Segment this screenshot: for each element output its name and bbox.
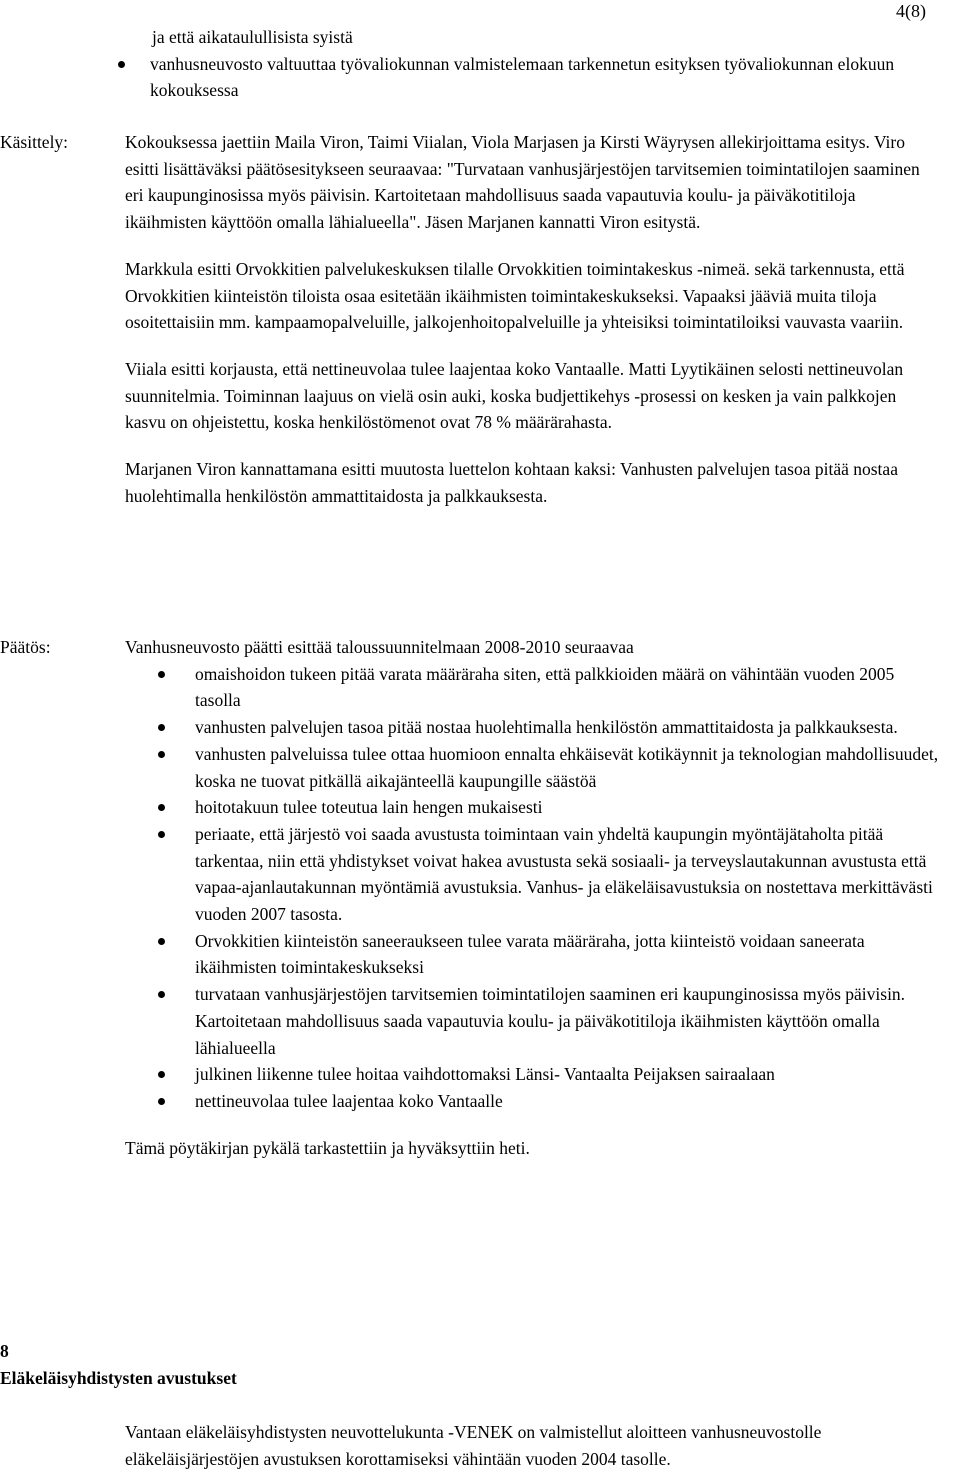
list-item: turvataan vanhusjärjestöjen tarvitsemien toimintatilojen saaminen eri kaupunginosissa myös päivisin. Kartoitetaan mahdollisuus saada vapautuvia koulu- ja päiväkotitiloja ikäihmisten käyttöön omalla lähialueella — [125, 981, 940, 1061]
paatos-closing: Tämä pöytäkirjan pykälä tarkastettiin ja hyväksyttiin heti. — [125, 1137, 530, 1158]
paatos-bullet-list — [125, 661, 940, 1115]
kasittely-content — [125, 129, 940, 509]
list-item: periaate, että järjestö voi saada avustusta toimintaan vain yhdeltä kaupungin myöntäjätaholta pitää tarkentaa, niin että yhdistykset voivat hakea avustusta sekä sosiaali- ja terveyslautakunnan avustusta että vapaa-ajanlautakunnan myöntämiä avustuksia. Vanhus- ja eläkeläisavustuksia on nostettava merkittävästi vuoden 2007 tasosta. — [125, 821, 940, 928]
paatos-content — [125, 634, 940, 1161]
list-item: vanhusneuvosto valtuuttaa työvaliokunnan valmistelemaan tarkennetun esityksen työvaliokunnan elokuun kokouksessa — [116, 51, 942, 104]
intro-block — [152, 24, 942, 104]
list-item: hoitotakuun tulee toteutua lain hengen mukaisesti — [125, 794, 940, 821]
section8-content — [125, 1419, 940, 1472]
list-item: vanhusten palveluissa tulee ottaa huomioon ennalta ehkäisevät kotikäynnit ja teknologian mahdollisuudet, koska ne tuovat pitkällä aikajänteellä kaupungille säästöä — [125, 741, 940, 794]
section-number: 8 — [0, 1341, 9, 1361]
kasittely-paragraph: Marjanen Viron kannattamana esitti muutosta luettelon kohtaan kaksi: Vanhusten palvelujen tasoa pitää nostaa huolehtimalla henkilöstön ammattitaidosta ja palkkauksesta. — [125, 459, 898, 506]
list-item: julkinen liikenne tulee hoitaa vaihdottomaksi Länsi- Vantaalta Peijaksen sairaalaan — [125, 1061, 940, 1088]
list-item: omaishoidon tukeen pitää varata määräraha siten, että palkkioiden määrä on vähintään vuoden 2005 tasolla — [125, 661, 940, 714]
paatos-label: Päätös: — [0, 637, 51, 657]
list-item: nettineuvolaa tulee laajentaa koko Vantaalle — [125, 1088, 940, 1115]
paatos-intro: Vanhusneuvosto päätti esittää taloussuunnitelmaan 2008-2010 seuraavaa — [125, 637, 634, 657]
section-title: Eläkeläisyhdistysten avustukset — [0, 1368, 237, 1388]
intro-bullet-list — [116, 51, 942, 104]
page-number: 4(8) — [896, 1, 926, 21]
kasittely-paragraph: Markkula esitti Orvokkitien palvelukeskuksen tilalle Orvokkitien toimintakeskus -nimeä. sekä tarkennusta, että Orvokkitien kiinteistön tiloista osaa esitetään ikäihmisten toimintakeskukseksi. Vapaaksi jääviä muita tiloja osoitettaisiin mm. kampaamopalveluille, jalkojenhoitopalveluille ja yhteisiksi toimintatiloiksi vauvasta vaariin. — [125, 258, 905, 333]
list-item: vanhusten palvelujen tasoa pitää nostaa huolehtimalla henkilöstön ammattitaidosta ja palkkauksesta. — [125, 714, 940, 741]
intro-line: ja että aikataulullisista syistä — [152, 27, 353, 47]
list-item: Orvokkitien kiinteistön saneeraukseen tulee varata määräraha, jotta kiinteistö voidaan saneerata ikäihmisten toimintakeskukseksi — [125, 928, 940, 981]
kasittely-paragraph: Viiala esitti korjausta, että nettineuvolaa tulee laajentaa koko Vantaalle. Matti Lyytikäinen selosti nettineuvolan suunnitelmia. Toiminnan laajuus on vielä osin auki, koska budjettikehys -prosessi on kesken ja vain palkkojen kasvu on ohjeistettu, koska henkilöstömenot ovat 78 % määrärahasta. — [125, 358, 904, 433]
section8-paragraph: Vantaan eläkeläisyhdistysten neuvottelukunta -VENEK on valmistellut aloitteen vanhusneuvostolle eläkeläisjärjestöjen avustuksen korottamiseksi vähintään vuoden 2004 tasolle. — [125, 1422, 822, 1469]
kasittely-label: Käsittely: — [0, 132, 69, 152]
kasittely-paragraph: Kokouksessa jaettiin Maila Viron, Taimi Viialan, Viola Marjasen ja Kirsti Wäyrysen allekirjoittama esitys. Viro esitti lisättäväksi päätösesitykseen seuraavaa: "Turvataan vanhusjärjestöjen tarvitsemien toimintatilojen saaminen eri kaupunginosissa myös päivisin. Kartoitetaan mahdollisuus saada vapautuvia koulu- ja päiväkotitiloja ikäihmisten käyttöön omalla lähialueella". Jäsen Marjanen kannatti Viron esitystä. — [125, 132, 920, 233]
